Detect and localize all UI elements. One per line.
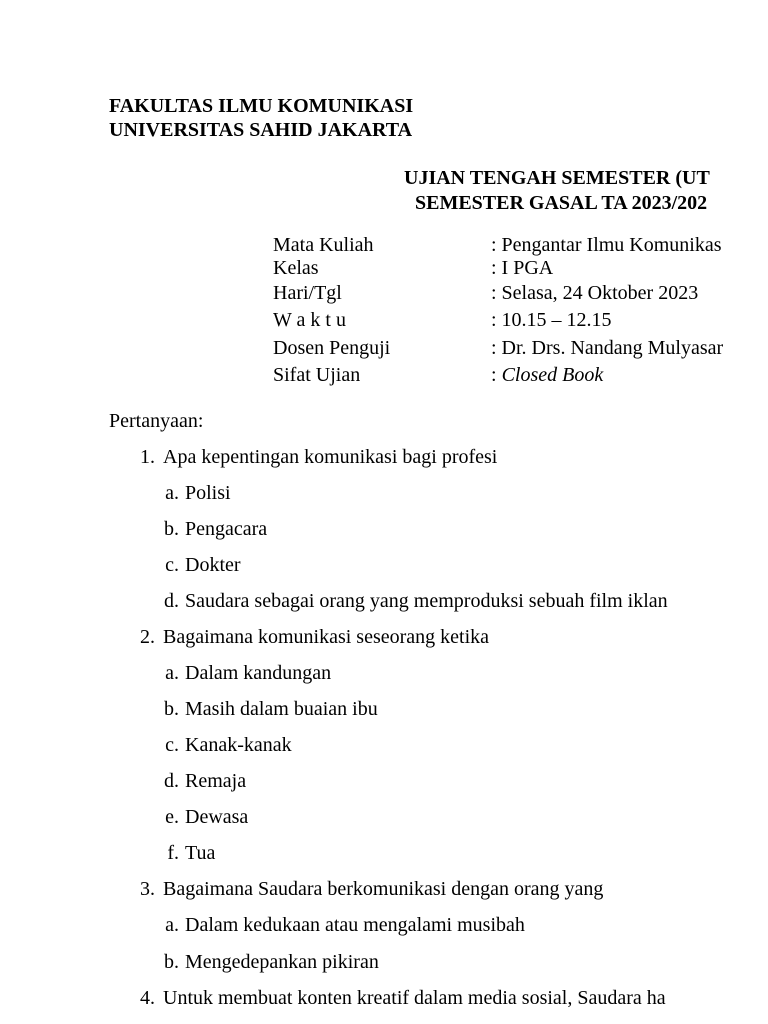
option-text: Kanak-kanak bbox=[185, 734, 292, 756]
option-letter: b. bbox=[164, 698, 179, 720]
option-text: Remaja bbox=[185, 770, 247, 792]
option-text: Saudara sebagai orang yang memproduksi sebuah film iklan bbox=[185, 590, 668, 612]
question-2-option-d bbox=[155, 769, 246, 793]
question-3-number: 3. bbox=[140, 878, 155, 900]
option-letter: a. bbox=[165, 662, 179, 684]
option-letter: a. bbox=[165, 482, 179, 504]
question-2-option-b bbox=[155, 697, 378, 721]
info-value-exam-type-text: Closed Book bbox=[501, 364, 604, 386]
option-text: Polisi bbox=[185, 482, 231, 504]
question-4-line bbox=[127, 986, 666, 1010]
question-2-line bbox=[127, 625, 489, 649]
info-value-exam-type bbox=[491, 363, 603, 387]
option-text: Dalam kedukaan atau mengalami musibah bbox=[185, 914, 525, 936]
info-value-class: : I PGA bbox=[491, 257, 554, 279]
option-text: Pengacara bbox=[185, 518, 268, 540]
question-2-option-f bbox=[155, 841, 215, 865]
info-value-exam-type-prefix: : bbox=[491, 364, 502, 386]
question-1-option-c bbox=[155, 553, 241, 577]
question-4-text: Untuk membuat konten kreatif dalam media sosial, Saudara ha bbox=[163, 987, 666, 1009]
question-1-option-d bbox=[155, 589, 668, 613]
option-text: Dokter bbox=[185, 554, 241, 576]
question-2-option-c bbox=[155, 733, 292, 757]
exam-title-line1: UJIAN TENGAH SEMESTER (UT bbox=[404, 167, 710, 189]
option-letter: a. bbox=[165, 914, 179, 936]
question-2-option-e bbox=[155, 805, 248, 829]
question-3-line bbox=[127, 877, 603, 901]
info-value-examiner: : Dr. Drs. Nandang Mulyasar bbox=[491, 337, 724, 359]
info-value-date: : Selasa, 24 Oktober 2023 bbox=[491, 282, 699, 304]
option-letter: c. bbox=[165, 554, 179, 576]
questions-heading: Pertanyaan: bbox=[109, 410, 204, 432]
question-2-option-a bbox=[155, 661, 331, 685]
question-1-text: Apa kepentingan komunikasi bagi profesi bbox=[163, 446, 498, 468]
question-1-option-a bbox=[155, 481, 231, 505]
option-letter: c. bbox=[165, 734, 179, 756]
question-3-option-b bbox=[155, 950, 379, 974]
info-label-class: Kelas bbox=[273, 257, 319, 279]
faculty-name: FAKULTAS ILMU KOMUNIKASI bbox=[109, 95, 414, 117]
option-text: Dewasa bbox=[185, 806, 249, 828]
university-name: UNIVERSITAS SAHID JAKARTA bbox=[109, 119, 413, 141]
info-label-examiner: Dosen Penguji bbox=[273, 337, 391, 359]
info-label-date: Hari/Tgl bbox=[273, 282, 342, 304]
option-letter: f. bbox=[167, 842, 179, 864]
option-text: Dalam kandungan bbox=[185, 662, 332, 684]
info-value-time: : 10.15 – 12.15 bbox=[491, 309, 612, 331]
question-1-option-b bbox=[155, 517, 267, 541]
question-3-option-a bbox=[155, 913, 525, 937]
info-value-course: : Pengantar Ilmu Komunikas bbox=[491, 234, 722, 256]
option-letter: d. bbox=[164, 770, 179, 792]
info-label-time: W a k t u bbox=[273, 309, 346, 331]
exam-title-line2: SEMESTER GASAL TA 2023/202 bbox=[415, 192, 708, 214]
question-2-number: 2. bbox=[140, 626, 155, 648]
option-letter: d. bbox=[164, 590, 179, 612]
option-text: Tua bbox=[185, 842, 216, 864]
info-label-exam-type: Sifat Ujian bbox=[273, 364, 361, 386]
info-label-course: Mata Kuliah bbox=[273, 234, 374, 256]
question-2-text: Bagaimana komunikasi seseorang ketika bbox=[163, 626, 490, 648]
option-text: Masih dalam buaian ibu bbox=[185, 698, 378, 720]
option-text: Mengedepankan pikiran bbox=[185, 951, 379, 973]
option-letter: b. bbox=[164, 518, 179, 540]
question-1-line bbox=[127, 445, 497, 469]
question-4-number: 4. bbox=[140, 987, 155, 1009]
option-letter: b. bbox=[164, 951, 179, 973]
question-3-text: Bagaimana Saudara berkomunikasi dengan orang yang bbox=[163, 878, 604, 900]
option-letter: e. bbox=[165, 806, 179, 828]
question-1-number: 1. bbox=[140, 446, 155, 468]
